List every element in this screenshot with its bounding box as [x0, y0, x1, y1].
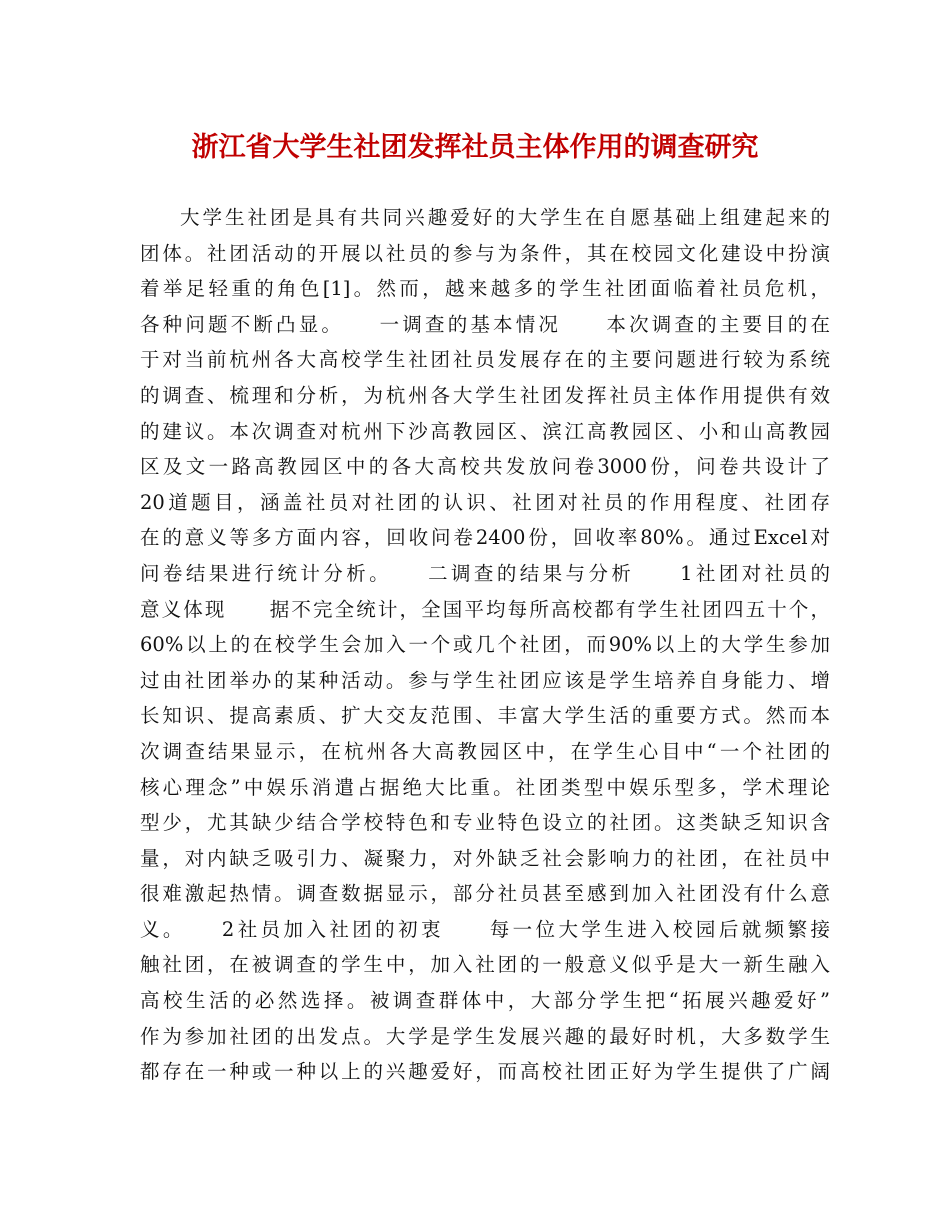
document-title: 浙江省大学生社团发挥社员主体作用的调查研究	[191, 132, 759, 163]
body-line: 团体。社团活动的开展以社员的参与为条件，其在校园文化建设中扮演	[140, 241, 830, 265]
body-line: 着举足轻重的角色[1]。然而，越来越多的学生社团面临着社员危机，	[140, 277, 830, 301]
body-line: 都存在一种或一种以上的兴趣爱好，而高校社团正好为学生提供了广阔	[140, 1060, 830, 1084]
body-line: 于对当前杭州各大高校学生社团社员发展存在的主要问题进行较为系统	[140, 348, 830, 372]
document-body	[140, 200, 830, 1090]
body-line: 大学生社团是具有共同兴趣爱好的大学生在自愿基础上组建起来的	[180, 206, 830, 229]
body-line: 意义体现 据不完全统计，全国平均每所高校都有学生社团四五十个，	[140, 597, 830, 621]
body-line: 义。 2社员加入社团的初衷 每一位大学生进入校园后就频繁接	[140, 917, 830, 941]
body-line: 触社团，在被调查的学生中，加入社团的一般意义似乎是大一新生融入	[140, 953, 830, 977]
body-line: 量，对内缺乏吸引力、凝聚力，对外缺乏社会影响力的社团，在社员中	[140, 846, 830, 870]
body-line: 60%以上的在校学生会加入一个或几个社团，而90%以上的大学生参加	[140, 633, 830, 657]
body-line: 的建议。本次调查对杭州下沙高教园区、滨江高教园区、小和山高教园	[140, 419, 830, 443]
body-line: 问卷结果进行统计分析。 二调查的结果与分析 1社团对社员的	[140, 561, 830, 585]
body-line: 很难激起热情。调查数据显示，部分社员甚至感到加入社团没有什么意	[140, 882, 830, 906]
body-line: 型少，尤其缺少结合学校特色和专业特色设立的社团。这类缺乏知识含	[140, 811, 830, 835]
body-line: 在的意义等多方面内容，回收问卷2400份，回收率80%。通过Excel对	[140, 526, 830, 550]
body-line: 过由社团举办的某种活动。参与学生社团应该是学生培养自身能力、增	[140, 668, 830, 692]
body-line: 高校生活的必然选择。被调查群体中，大部分学生把“拓展兴趣爱好”	[140, 989, 830, 1013]
body-line: 的调查、梳理和分析，为杭州各大学生社团发挥社员主体作用提供有效	[140, 383, 830, 407]
body-line: 次调查结果显示，在杭州各大高教园区中，在学生心目中“一个社团的	[140, 739, 830, 763]
body-line: 长知识、提高素质、扩大交友范围、丰富大学生活的重要方式。然而本	[140, 704, 830, 728]
body-line: 20道题目，涵盖社员对社团的认识、社团对社员的作用程度、社团存	[140, 490, 830, 514]
body-line: 各种问题不断凸显。 一调查的基本情况 本次调查的主要目的在	[140, 312, 830, 336]
body-line: 作为参加社团的出发点。大学是学生发展兴趣的最好时机，大多数学生	[140, 1024, 830, 1048]
body-line: 区及文一路高教园区中的各大高校共发放问卷3000份，问卷共设计了	[140, 455, 830, 479]
body-line: 核心理念”中娱乐消遣占据绝大比重。社团类型中娱乐型多，学术理论	[140, 775, 830, 799]
